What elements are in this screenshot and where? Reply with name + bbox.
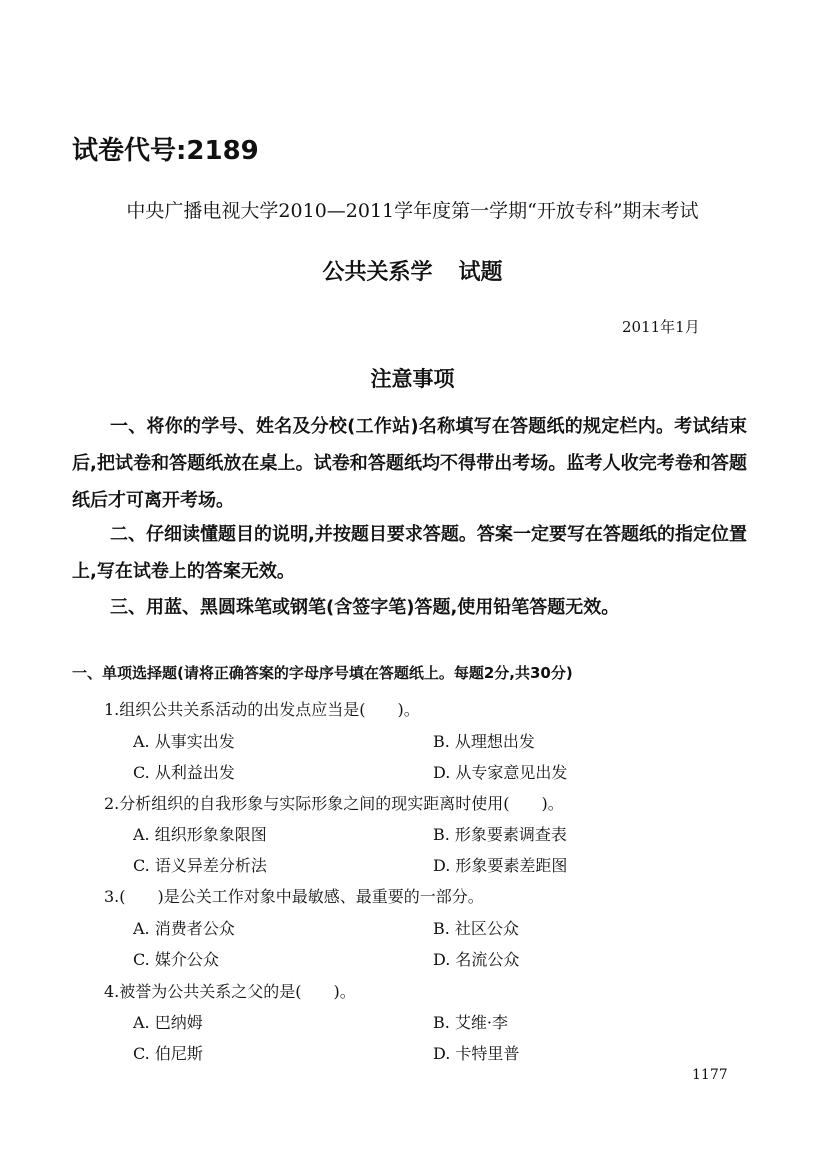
question-4-stem: 4.被誉为公共关系之父的是( )。 (104, 982, 356, 1001)
notice-item-3: 三、用蓝、黑圆珠笔或钢笔(含签字笔)答题,使用铅笔答题无效。 (110, 597, 620, 618)
question-1-option-c: C. 从利益出发 (133, 763, 235, 782)
question-3-option-c: C. 媒介公众 (133, 950, 219, 969)
question-3-option-b: B. 社区公众 (433, 919, 519, 938)
section-heading: 一、单项选择题(请将正确答案的字母序号填在答题纸上。每题2分,共30分) (72, 664, 573, 682)
question-1-stem: 1.组织公共关系活动的出发点应当是( )。 (104, 700, 420, 719)
question-4-option-d: D. 卡特里普 (433, 1044, 520, 1063)
notice-item-1: 一、将你的学号、姓名及分校(工作站)名称填写在答题纸的规定栏内。考试结束后,把试卷和答题纸放在桌上。试卷和答题纸均不得带出考场。监考人收完考卷和答题纸后才可离开考场。 (72, 416, 747, 511)
question-2-option-b: B. 形象要素调查表 (433, 825, 567, 844)
question-2-option-a: A. 组织形象象限图 (133, 825, 267, 844)
paper-code: 试卷代号:2189 (72, 136, 259, 166)
exam-title (0, 255, 825, 286)
exam-university-line: 中央广播电视大学2010—2011学年度第一学期“开放专科”期末考试 (126, 200, 699, 222)
question-2-option-d: D. 形象要素差距图 (433, 856, 568, 875)
question-1-option-d: D. 从专家意见出发 (433, 763, 568, 782)
question-4-option-a: A. 巴纳姆 (133, 1013, 203, 1032)
notice-heading: 注意事项 (370, 367, 455, 391)
question-2-stem: 2.分析组织的自我形象与实际形象之间的现实距离时使用( )。 (104, 794, 564, 813)
question-4-option-c: C. 伯尼斯 (133, 1044, 203, 1063)
exam-date: 2011年1月 (622, 318, 700, 336)
question-1-option-a: A. 从事实出发 (133, 732, 235, 751)
question-3-stem: 3.( )是公关工作对象中最敏感、最重要的一部分。 (104, 887, 484, 906)
question-2-option-c: C. 语义异差分析法 (133, 856, 267, 875)
page-number: 1177 (692, 1067, 728, 1083)
question-4-option-b: B. 艾维·李 (433, 1013, 509, 1032)
question-3-option-a: A. 消费者公众 (133, 919, 235, 938)
notice-item-2: 二、仔细读懂题目的说明,并按题目要求答题。答案一定要写在答题纸的指定位置上,写在试卷上的答案无效。 (72, 524, 747, 582)
exam-title-suffix: 试题 (458, 260, 503, 285)
question-1-option-b: B. 从理想出发 (433, 732, 535, 751)
exam-title-subject: 公共关系学 (322, 260, 433, 285)
question-3-option-d: D. 名流公众 (433, 950, 520, 969)
